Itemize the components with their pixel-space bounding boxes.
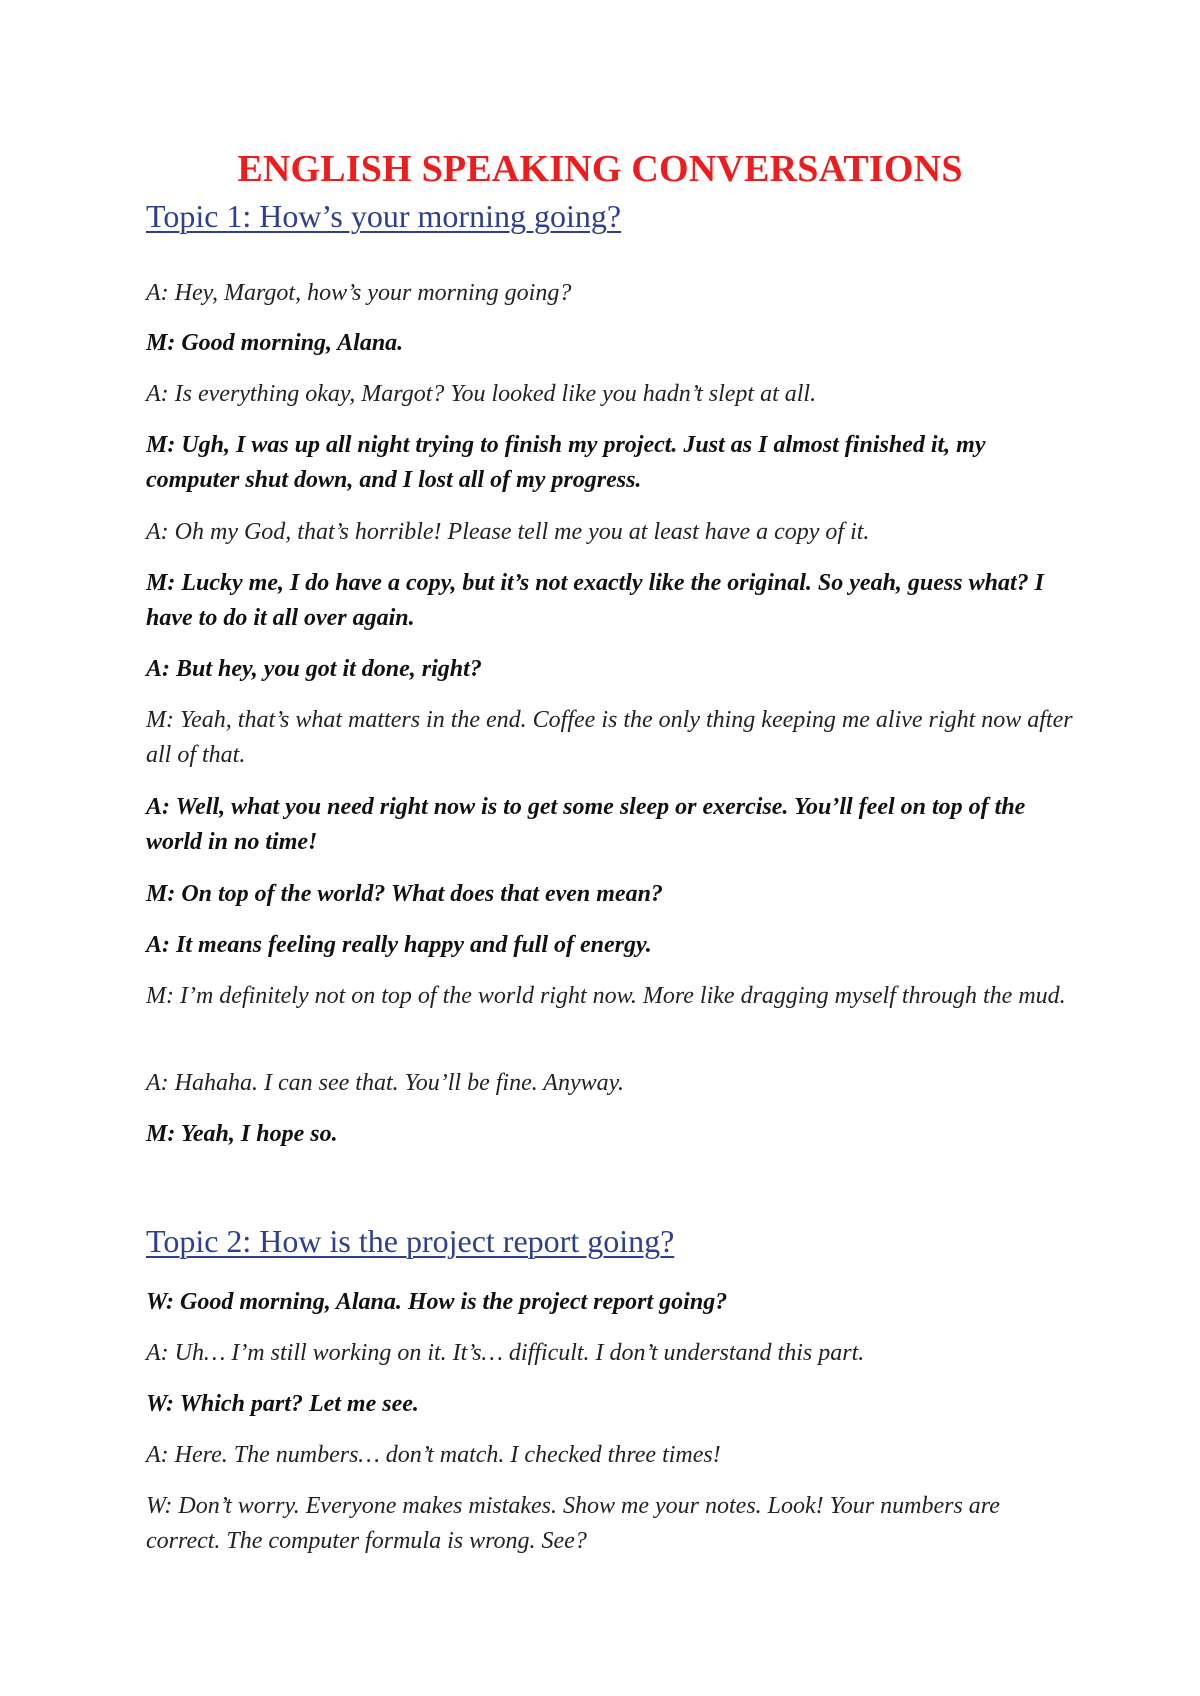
dialogue-line: M: Ugh, I was up all night trying to finish my project. Just as I almost finished it, my computer shut down, and I lost all of my progress. xyxy=(146,432,986,493)
dialogue-line: W: Which part? Let me see. xyxy=(146,1391,419,1417)
dialogue-line: M: I’m definitely not on top of the world right now. More like dragging myself through the mud. xyxy=(146,983,1066,1009)
dialogue-line: M: Yeah, I hope so. xyxy=(146,1121,338,1147)
dialogue-line: A: Uh… I’m still working on it. It’s… difficult. I don’t understand this part. xyxy=(146,1340,865,1366)
dialogue-line: A: But hey, you got it done, right? xyxy=(146,656,482,682)
dialogue-line: A: Well, what you need right now is to get some sleep or exercise. You’ll feel on top of the world in no time! xyxy=(146,794,1026,855)
dialogue-line: A: Is everything okay, Margot? You looked like you hadn’t slept at all. xyxy=(146,381,817,407)
document-title: ENGLISH SPEAKING CONVERSATIONS xyxy=(237,148,963,190)
dialogue-line: M: Good morning, Alana. xyxy=(146,330,404,356)
dialogue-line: M: Lucky me, I do have a copy, but it’s not exactly like the original. So yeah, guess what? I have to do it all over again. xyxy=(146,570,1044,631)
dialogue-line: W: Good morning, Alana. How is the project report going? xyxy=(146,1289,728,1315)
dialogue-line: M: On top of the world? What does that even mean? xyxy=(146,881,663,907)
topic-1-heading: Topic 1: How’s your morning going? xyxy=(146,198,622,234)
topic-2-heading: Topic 2: How is the project report going? xyxy=(146,1223,675,1259)
dialogue-line: A: Oh my God, that’s horrible! Please tell me you at least have a copy of it. xyxy=(146,519,870,545)
dialogue-line: W: Don’t worry. Everyone makes mistakes. Show me your notes. Look! Your numbers are correct. The computer formula is wrong. See? xyxy=(146,1493,1000,1554)
dialogue-line: M: Yeah, that’s what matters in the end. Coffee is the only thing keeping me alive right now after all of that. xyxy=(146,707,1073,768)
dialogue-line: A: Here. The numbers… don’t match. I checked three times! xyxy=(146,1442,721,1468)
dialogue-line: A: Hey, Margot, how’s your morning going? xyxy=(146,280,572,306)
dialogue-line: A: It means feeling really happy and full of energy. xyxy=(146,932,652,958)
dialogue-line: A: Hahaha. I can see that. You’ll be fine. Anyway. xyxy=(146,1070,624,1096)
